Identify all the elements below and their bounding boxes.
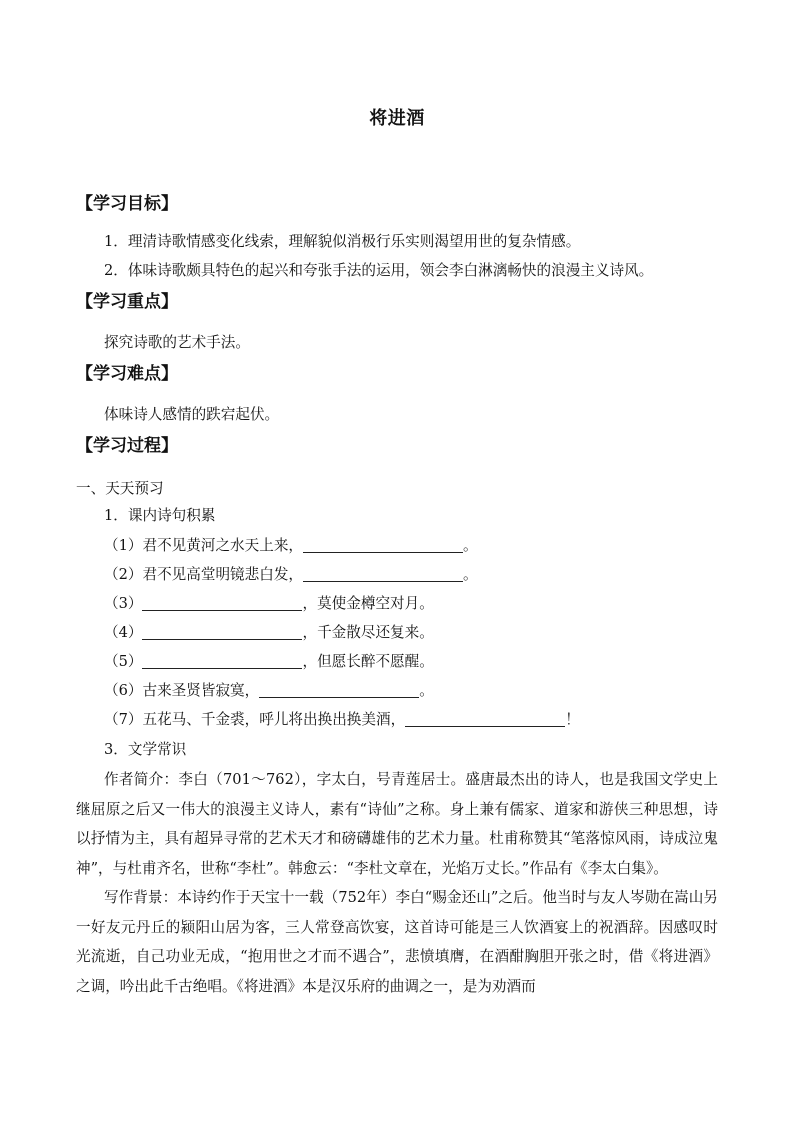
key-points-heading: 【学习重点】 [76,292,178,312]
line-text: 五花马、千金裘，呼儿将出换出换美酒， [142,711,406,728]
line-text: 。 [419,682,434,699]
subsection-literary-knowledge: 3．文学常识 [104,741,187,758]
author-intro-paragraph: 作者简介：李白（701～762），字太白，号青莲居士。盛唐最杰出的诗人，也是我国文学史上继屈原之后又一伟大的浪漫主义诗人，素有“诗仙”之称。身上兼有儒家、道家和游侠三种思想，诗以抒情为主，具有超异寻常的艺术天才和磅礴雄伟的艺术力量。杜甫称赞其“笔落惊风雨，诗成泣鬼神”，与杜甫齐名，世称“李杜”。韩愈云：“李杜文章在，光焰万丈长。”作品有《李太白集》。 [76,771,718,877]
line-text: ！ [565,711,580,728]
answer-blank[interactable] [142,652,302,669]
document-title: 将进酒 [369,108,425,129]
goal-item-2: 2．体味诗歌颇具特色的起兴和夸张手法的运用，领会李白淋漓畅快的浪漫主义诗风。 [104,262,654,279]
line-number: （7） [104,711,143,728]
line-number: （6） [104,682,143,699]
background-paragraph: 写作背景：本诗约作于天宝十一载（752年）李白“赐金还山”之后。他当时与友人岑勋在嵩山另一好友元丹丘的颍阳山居为客，三人常登高饮宴，这首诗可能是三人饮酒宴上的祝酒辞。因感叹时光流逝，自己功业无成，“抱用世之才而不遇合”，悲愤填膺，在酒酣胸胆开张之时，借《将进酒》之调，吟出此千古绝唱。《将进酒》本是汉乐府的曲调之一，是为劝酒而 [76,889,718,995]
difficulty-text: 体味诗人感情的跌宕起伏。 [104,406,280,423]
fill-line-3 [104,591,434,617]
answer-blank[interactable] [303,565,463,582]
line-number: （2） [104,566,143,583]
line-text: 君不见黄河之水天上来， [142,537,304,554]
answer-blank[interactable] [405,710,565,727]
fill-line-5 [104,649,434,675]
fill-line-6 [104,678,434,704]
answer-blank[interactable] [142,594,302,611]
key-points-text: 探究诗歌的艺术手法。 [104,334,250,351]
answer-blank[interactable] [142,623,302,640]
process-heading: 【学习过程】 [76,436,178,456]
fill-line-2 [104,562,478,588]
line-text: 。 [463,566,478,583]
line-number: （4） [104,624,143,641]
line-text: 君不见高堂明镜悲白发， [142,566,304,583]
line-text: ，千金散尽还复来。 [302,624,434,641]
line-number: （5） [104,653,143,670]
difficulty-heading: 【学习难点】 [76,364,178,384]
fill-line-4 [104,620,434,646]
preview-title: 一、天天预习 [76,480,164,497]
line-text: 古来圣贤皆寂寞， [142,682,260,699]
line-number: （1） [104,537,143,554]
line-number: （3） [104,595,143,612]
line-text: ，莫使金樽空对月。 [302,595,434,612]
fill-line-7 [104,707,580,733]
line-text: 。 [463,537,478,554]
answer-blank[interactable] [303,536,463,553]
goals-heading: 【学习目标】 [76,194,178,214]
goal-item-1: 1．理清诗歌情感变化线索，理解貌似消极行乐实则渴望用世的复杂情感。 [104,233,581,250]
fill-line-1 [104,533,478,559]
answer-blank[interactable] [259,681,419,698]
line-text: ，但愿长醉不愿醒。 [302,653,434,670]
subsection-poem-lines: 1．课内诗句积累 [104,507,216,524]
